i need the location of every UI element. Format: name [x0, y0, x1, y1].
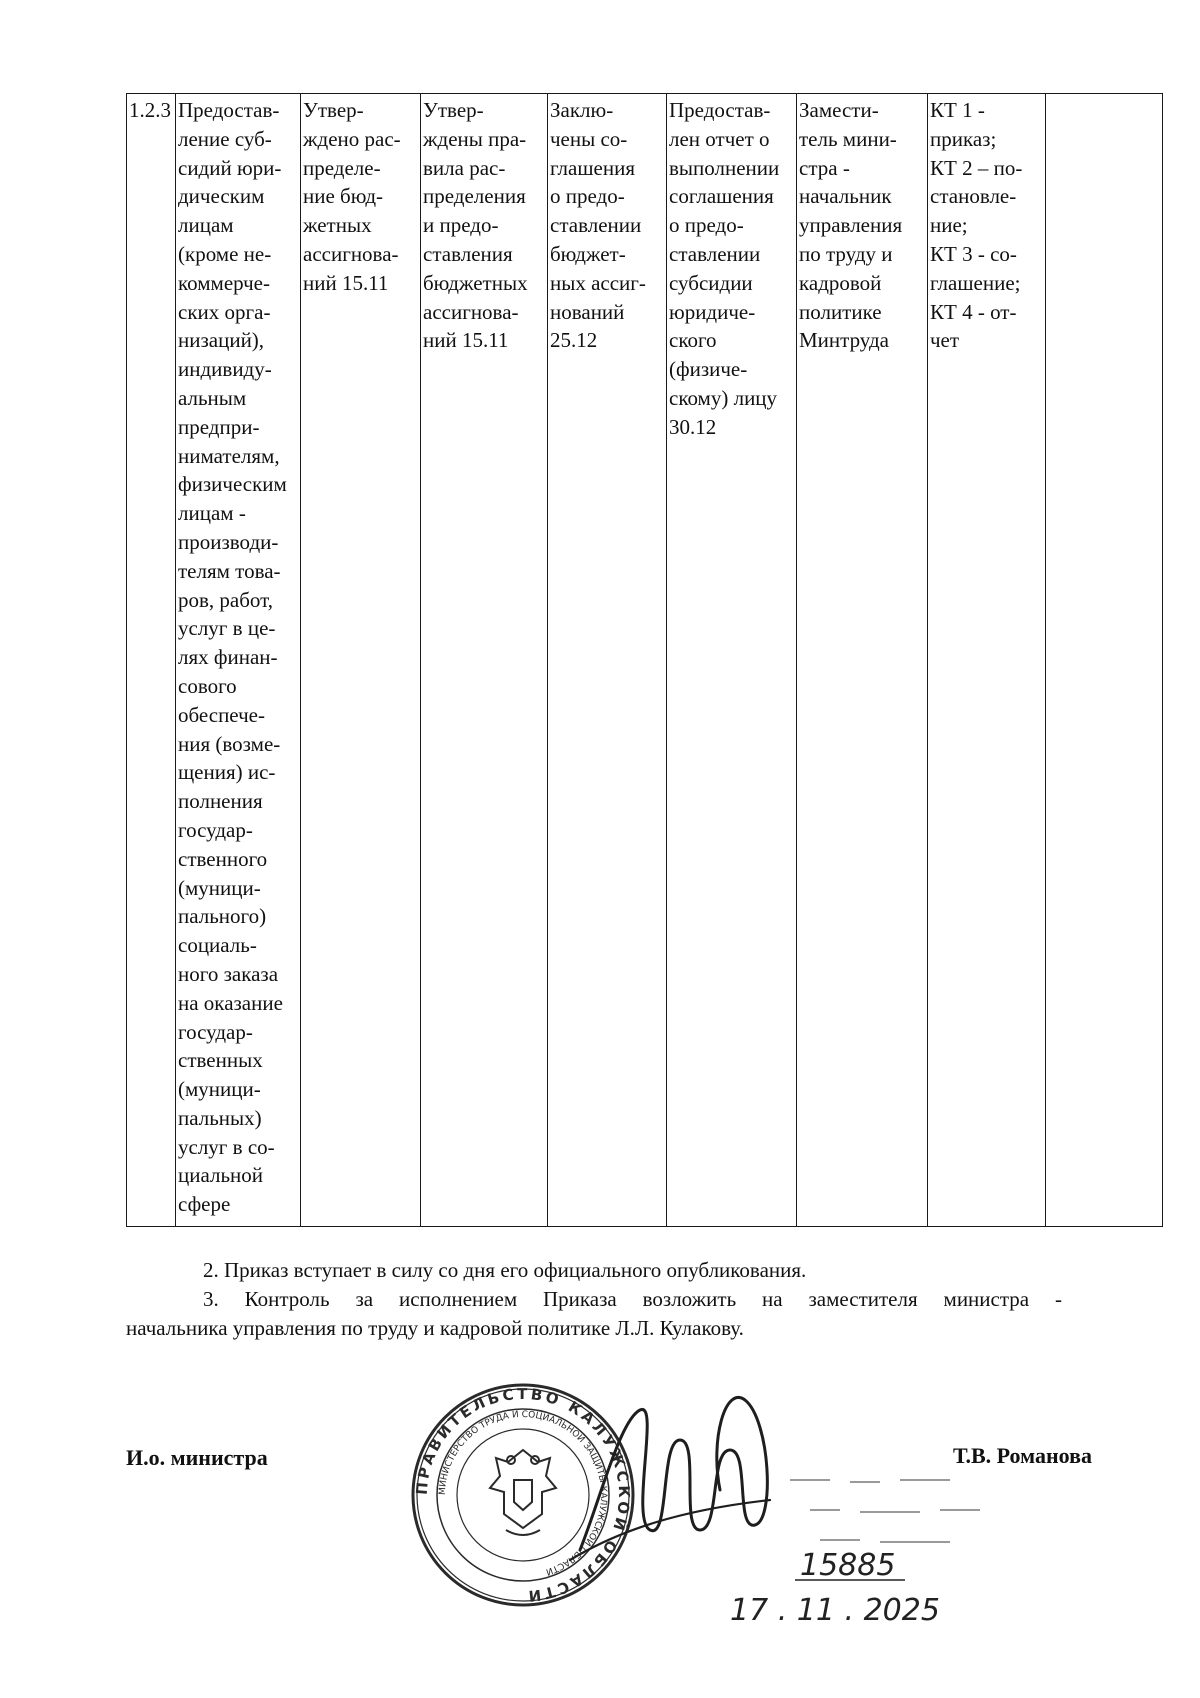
cell-line: КТ 2 – по-	[930, 155, 1023, 180]
cell-line: управления	[799, 213, 903, 238]
cell-line: бюджетных	[423, 270, 528, 295]
cell-line: (муници-	[178, 1077, 261, 1102]
cell-line: лен отчет о	[669, 126, 770, 151]
cell-line: начальник	[799, 184, 892, 209]
paragraph-3-line-1: 3. Контроль за исполнением Приказа возложить на заместителя министра -	[203, 1287, 1062, 1311]
cell-line: ждены пра-	[423, 126, 527, 151]
paragraph-3-line-2: начальника управления по труду и кадровой политике Л.Л. Кулакову.	[126, 1316, 744, 1340]
cell-line: альным	[178, 385, 247, 410]
cell-line: тель мини-	[799, 126, 897, 151]
seal-inner-text: МИНИСТЕРСТВО ТРУДА И СОЦИАЛЬНОЙ ЗАЩИТЫ КАЛУЖСКОЙ ОБЛАСТИ	[437, 1409, 609, 1577]
cell-line: и предо-	[423, 213, 499, 238]
activity-cell	[176, 94, 301, 1227]
cell-line: сфере	[178, 1192, 231, 1217]
cell-line: дическим	[178, 184, 265, 209]
cell-line: ассигнова-	[303, 241, 399, 266]
cell-line: ние бюд-	[303, 184, 384, 209]
cell-line: выполнении	[669, 155, 780, 180]
kt3-cell	[548, 94, 667, 1227]
empty-cell	[1046, 94, 1163, 1227]
cell-line: становле-	[930, 184, 1017, 209]
cell-line: ние;	[930, 213, 968, 238]
cell-line: лях финан-	[178, 645, 278, 670]
cell-line: Заклю-	[550, 98, 614, 122]
handwritten-signature-icon	[560, 1380, 790, 1590]
signatory-title: И.о. министра	[126, 1445, 268, 1470]
cell-line: Минтруда	[799, 328, 889, 353]
coat-of-arms-icon	[490, 1450, 556, 1535]
cell-line: Замести-	[799, 98, 879, 122]
cell-line: кадровой	[799, 270, 882, 295]
cell-line: ждено рас-	[303, 126, 401, 151]
cell-line: жетных	[303, 213, 372, 238]
cell-line: Утвер-	[423, 98, 484, 122]
cell-line: юридиче-	[669, 299, 756, 324]
cell-line: 25.12	[550, 328, 598, 353]
cell-line: ных ассиг-	[550, 270, 646, 295]
cell-line: вила рас-	[423, 155, 506, 180]
cell-line: пределе-	[303, 155, 381, 180]
cell-line: лицам	[178, 213, 234, 238]
cell-line: щения) ис-	[178, 760, 276, 785]
cell-line: о предо-	[550, 184, 625, 209]
cell-line: Утвер-	[303, 98, 364, 122]
cell-line: сового	[178, 673, 237, 698]
cell-line: 30.12	[669, 414, 717, 439]
cell-line: предпри-	[178, 414, 260, 439]
cell-line: ставления	[423, 241, 513, 266]
cell-line: ров, работ,	[178, 587, 273, 612]
cell-line: чет	[930, 328, 960, 353]
cell-line: о предо-	[669, 213, 744, 238]
cell-line: ставлении	[550, 213, 642, 238]
cell-line: на оказание	[178, 990, 283, 1015]
cell-line: пальных)	[178, 1105, 262, 1130]
cell-line: услуг в це-	[178, 616, 276, 641]
cell-line: (физиче-	[669, 357, 748, 382]
cell-line: субсидии	[669, 270, 753, 295]
cell-line: по труду и	[799, 241, 893, 266]
cell-line: пределения	[423, 184, 526, 209]
plan-table	[126, 93, 1163, 1227]
cell-line: государ-	[178, 1019, 253, 1044]
paragraph-2: 2. Приказ вступает в силу со дня его официального опубликования.	[203, 1258, 807, 1282]
table-row	[127, 94, 1163, 1227]
row-number-cell	[127, 94, 176, 1227]
cell-line: коммерче-	[178, 270, 270, 295]
cell-line: ственных	[178, 1048, 263, 1073]
cell-line: ного заказа	[178, 961, 279, 986]
cell-line: индивиду-	[178, 357, 272, 382]
cell-line: социаль-	[178, 933, 257, 958]
cell-line: КТ 3 - со-	[930, 241, 1017, 266]
cell-line: полнения	[178, 789, 263, 814]
cell-line: ского	[669, 328, 717, 353]
cell-line: низаций),	[178, 328, 265, 353]
cell-line: пального)	[178, 904, 267, 929]
cell-line: бюджет-	[550, 241, 626, 266]
kt2-cell	[421, 94, 548, 1227]
cell-line: стра -	[799, 155, 850, 180]
registration-number: 15885	[800, 1548, 896, 1583]
cell-line: физическим	[178, 472, 287, 497]
cell-line: приказ;	[930, 126, 997, 151]
cell-line: политике	[799, 299, 882, 324]
cell-line: (кроме не-	[178, 241, 272, 266]
cell-line: телям това-	[178, 558, 281, 583]
row-number: 1.2.3	[129, 98, 171, 122]
cell-line: производи-	[178, 529, 279, 554]
cell-line: обеспече-	[178, 702, 265, 727]
seal-outer-text: ПРАВИТЕЛЬСТВО КАЛУЖСКОЙ ОБЛАСТИ	[412, 1384, 634, 1606]
cell-line: сидий юри-	[178, 155, 282, 180]
cell-line: государ-	[178, 817, 253, 842]
cell-line: соглашения	[669, 184, 774, 209]
cell-line: ственного	[178, 846, 268, 871]
cell-line: (муници-	[178, 875, 261, 900]
cell-line: скому) лицу	[669, 385, 778, 410]
cell-line: ний 15.11	[423, 328, 509, 353]
documents-cell	[928, 94, 1046, 1227]
registration-stamp-icon	[730, 1380, 1060, 1670]
cell-line: КТ 4 - от-	[930, 299, 1017, 324]
responsible-cell	[797, 94, 928, 1227]
kt1-cell	[301, 94, 421, 1227]
cell-line: нимателям,	[178, 443, 280, 468]
cell-line: ассигнова-	[423, 299, 519, 324]
cell-line: ских орга-	[178, 299, 271, 324]
cell-line: ставлении	[669, 241, 761, 266]
cell-line: ление суб-	[178, 126, 272, 151]
registration-date: 17 . 11 . 2025	[730, 1593, 940, 1628]
paragraph-3	[126, 1285, 1062, 1343]
cell-line: услуг в со-	[178, 1134, 275, 1159]
cell-line: Предостав-	[669, 98, 771, 122]
cell-line: чены со-	[550, 126, 628, 151]
kt4-cell	[667, 94, 797, 1227]
signatory-name: Т.В. Романова	[953, 1443, 1092, 1468]
cell-line: нований	[550, 299, 625, 324]
cell-line: лицам -	[178, 501, 246, 526]
cell-line: циальной	[178, 1163, 264, 1188]
cell-line: ния (возме-	[178, 731, 281, 756]
cell-line: глашение;	[930, 270, 1021, 295]
cell-line: глашения	[550, 155, 635, 180]
cell-line: Предостав-	[178, 98, 280, 122]
cell-line: КТ 1 -	[930, 98, 985, 122]
cell-line: ний 15.11	[303, 270, 389, 295]
